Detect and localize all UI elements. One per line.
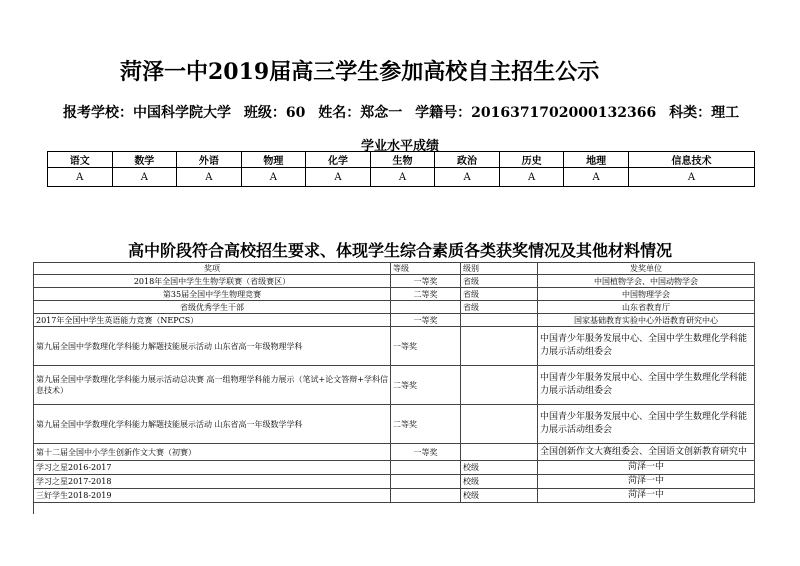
grade-header: 信息技术 — [628, 152, 754, 168]
award-grade: 二等奖 — [391, 405, 461, 444]
award-issuer: 全国创新作文大赛组委会、全国语文创新教育研究中 — [538, 444, 755, 461]
award-name: 第35届全国中学生物理竞赛 — [34, 288, 391, 301]
table-row — [34, 314, 755, 327]
issuer-header: 发奖单位 — [538, 263, 755, 275]
award-name: 第九届全国中学数理化学科能力解题技能展示活动 山东省高一年级物理学科 — [34, 327, 391, 366]
grade-value: A — [499, 168, 564, 187]
award-name: 第九届全国中学数理化学科能力解题技能展示活动 山东省高一年级数学学科 — [34, 405, 391, 444]
class-field: 班级：60 — [243, 105, 306, 121]
award-level: 校级 — [461, 475, 538, 489]
grade-header: 政治 — [435, 152, 500, 168]
grade-header: 语文 — [48, 152, 113, 168]
award-level: 省级 — [461, 275, 538, 288]
grades-header-row — [48, 152, 755, 168]
grade-value: A — [241, 168, 306, 187]
award-issuer: 中国青少年服务发展中心、全国中学生数理化学科能力展示活动组委会 — [538, 405, 755, 444]
award-level: 校级 — [461, 489, 538, 503]
award-issuer: 菏泽一中 — [538, 489, 755, 503]
award-issuer: 中国青少年服务发展中心、全国中学生数理化学科能力展示活动组委会 — [538, 366, 755, 405]
award-name: 学习之星2017-2018 — [34, 475, 391, 489]
award-header: 奖项 — [34, 263, 391, 275]
award-level — [461, 405, 538, 444]
award-name: 三好学生2018-2019 — [34, 489, 391, 503]
grades-section-title: 学业水平成绩 — [360, 139, 439, 154]
scope-header: 级别 — [461, 263, 538, 275]
page-title: 菏泽一中2019届高三学生参加高校自主招生公示 — [120, 59, 600, 85]
award-issuer: 菏泽一中 — [538, 461, 755, 475]
award-issuer: 菏泽一中 — [538, 475, 755, 489]
award-issuer: 国家基础教育实验中心外语教育研究中心 — [538, 314, 755, 327]
table-row — [34, 327, 755, 366]
student-id-field: 学籍号：2016371702000132366 — [415, 105, 657, 121]
table-row — [34, 288, 755, 301]
table-row — [34, 366, 755, 405]
award-level: 省级 — [461, 288, 538, 301]
awards-section-title: 高中阶段符合高校招生要求、体现学生综合素质各类获奖情况及其他材料情况 — [127, 241, 672, 260]
table-row — [34, 275, 755, 288]
grade-level-header: 等级 — [391, 263, 461, 275]
award-grade — [391, 489, 461, 503]
award-grade: 一等奖 — [391, 327, 461, 366]
student-info — [63, 102, 747, 122]
grade-value: A — [628, 168, 754, 187]
grades-table — [47, 151, 755, 187]
award-level: 校级 — [461, 461, 538, 475]
grade-header: 历史 — [499, 152, 564, 168]
award-level — [461, 327, 538, 366]
award-name: 第十二届全国中小学生创新作文大赛（初赛） — [34, 444, 391, 461]
award-name: 2017年全国中学生英语能力竞赛（NEPCS） — [34, 314, 391, 327]
award-level: 省级 — [461, 301, 538, 314]
award-level — [461, 314, 538, 327]
grade-value: A — [112, 168, 177, 187]
table-row — [34, 301, 755, 314]
table-row — [34, 475, 755, 489]
award-grade — [391, 461, 461, 475]
awards-header-row — [34, 263, 755, 275]
grade-header: 地理 — [564, 152, 629, 168]
award-grade: 一等奖 — [391, 314, 461, 327]
table-row — [34, 489, 755, 503]
table-row — [34, 461, 755, 475]
table-row — [34, 444, 755, 461]
award-grade — [391, 301, 461, 314]
table-row — [34, 405, 755, 444]
grades-value-row — [48, 168, 755, 187]
grade-header: 生物 — [370, 152, 435, 168]
grade-value: A — [435, 168, 500, 187]
award-name: 省级优秀学生干部 — [34, 301, 391, 314]
grade-header: 物理 — [241, 152, 306, 168]
award-name: 学习之星2016-2017 — [34, 461, 391, 475]
track-field: 科类：理工 — [669, 105, 740, 121]
award-grade: 一等奖 — [391, 275, 461, 288]
grade-value: A — [564, 168, 629, 187]
award-grade: 二等奖 — [391, 366, 461, 405]
award-issuer: 山东省教育厅 — [538, 301, 755, 314]
award-grade: 二等奖 — [391, 288, 461, 301]
award-issuer: 中国青少年服务发展中心、全国中学生数理化学科能力展示活动组委会 — [538, 327, 755, 366]
grade-header: 外语 — [177, 152, 242, 168]
award-name: 2018年全国中学生生物学联赛（省级赛区） — [34, 275, 391, 288]
name-field: 姓名：郑念一 — [318, 105, 403, 121]
school-field: 报考学校：中国科学院大学 — [63, 105, 231, 121]
grade-value: A — [370, 168, 435, 187]
award-issuer: 中国物理学会 — [538, 288, 755, 301]
award-issuer: 中国植物学会、中国动物学会 — [538, 275, 755, 288]
table-border-extension — [33, 466, 34, 514]
award-level — [461, 366, 538, 405]
awards-table — [33, 262, 755, 503]
grade-value: A — [306, 168, 371, 187]
grade-value: A — [177, 168, 242, 187]
award-grade: 一等奖 — [391, 444, 461, 461]
award-grade — [391, 475, 461, 489]
award-level — [461, 444, 538, 461]
grade-header: 数学 — [112, 152, 177, 168]
grade-header: 化学 — [306, 152, 371, 168]
grade-value: A — [48, 168, 113, 187]
award-name: 第九届全国中学数理化学科能力展示活动总决赛 高一组物理学科能力展示（笔试+论文答辩+学科信息技术） — [34, 366, 391, 405]
